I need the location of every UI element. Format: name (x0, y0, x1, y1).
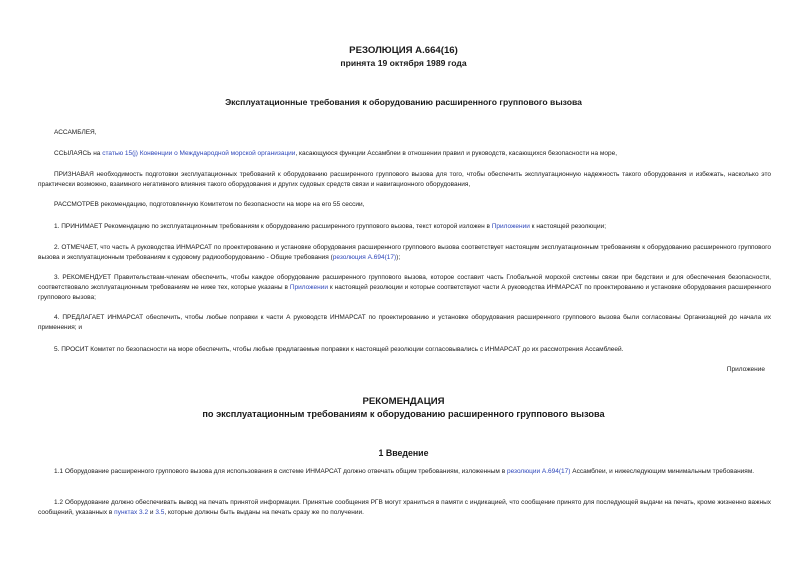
paragraph-4-invites: 4. ПРЕДЛАГАЕТ ИНМАРСАТ обеспечить, чтобы любые поправки к части А руководств ИНМАРСАТ по проектированию и установке оборудования расширенного группового вызова были согласованы Организацией до начала их применения; и (38, 314, 771, 331)
link-paragraph-3-5[interactable]: 3.5 (155, 509, 165, 516)
annex-subtitle: по эксплуатационным требованиям к оборудованию расширенного группового вызова (202, 409, 605, 419)
paragraph-1-adopts: 1. ПРИНИМАЕТ Рекомендацию по эксплуатационным требованиям к оборудованию расширенного группового вызова, текст которой изложен в Приложении к настоящей резолюции; (54, 223, 607, 230)
link-resolution-a694[interactable]: резолюция А.694(17) (332, 254, 397, 261)
paragraph-1-2: 1.2 Оборудование должно обеспечивать вывод на печать принятой информации. Принятые сообщения РГВ могут храниться в памяти с индикацией, что сообщение принято для последующей выдачи на печать, кроме жизненно важных сообщений, указанных в пунктах 3.2 и 3.5, которые должны быть выданы на печать сразу же по получении. (38, 499, 771, 516)
paragraph-3-recommends: 3. РЕКОМЕНДУЕТ Правительствам-членам обеспечить, чтобы каждое оборудование расширенного группового вызова, которое составит часть Глобальной морской системы связи при бедствии и для обеспечения безопасности, соответствовало эксплуатационным требованиям не ниже тех, которые указаны в Приложении к настоящей резолюции и которые соответствуют части А руководства ИНМАРСАТ по проектированию и установке оборудования расширенного группового вызова; (38, 274, 771, 301)
resolution-title: РЕЗОЛЮЦИЯ А.664(16) (349, 45, 458, 56)
link-convention-article[interactable]: статью 15(j) Конвенции о Международной морской организации (102, 150, 296, 157)
paragraph-5-requests: 5. ПРОСИТ Комитет по безопасности на море обеспечить, чтобы любые предлагаемые поправки к настоящей резолюции согласовывались с ИНМАРСАТ до их рассмотрения Ассамблеей. (54, 346, 624, 353)
paragraph-recognizing: ПРИЗНАВАЯ необходимость подготовки эксплуатационных требований к оборудованию расширенного группового вызова для того, чтобы обеспечить эксплуатационную надежность такого оборудования и избежать, насколько это практически возможно, взаимного негативного влияния такого оборудования и других судовых средств связи и навигационного оборудования, (38, 171, 771, 188)
resolution-subject: Эксплуатационные требования к оборудованию расширенного группового вызова (225, 97, 582, 107)
paragraph-2-notes: 2. ОТМЕЧАЕТ, что часть А руководства ИНМАРСАТ по проектированию и установке оборудования расширенного группового вызова соответствует настоящим эксплуатационным требованиям к оборудованию расширенного группового вызова и эксплуатационным требованиям к судовому радиооборудованию - Общие требования (резолюция А.694(17)); (38, 244, 771, 261)
section-1-heading: 1 Введение (378, 448, 429, 458)
paragraph-referring: ССЫЛАЯСЬ на статью 15(j) Конвенции о Международной морской организации, касающуюся функции Ассамблеи в отношении правил и руководств, касающихся безопасности на море, (54, 150, 618, 157)
link-annex[interactable]: Приложении (491, 223, 530, 230)
adoption-date: принята 19 октября 1989 года (340, 58, 467, 68)
assembly-line: АССАМБЛЕЯ, (54, 129, 97, 136)
annex-label: Приложение (726, 366, 765, 373)
paragraph-considering: РАССМОТРЕВ рекомендацию, подготовленную Комитетом по безопасности на море на его 55 сессии, (54, 201, 365, 208)
paragraph-1-1: 1.1 Оборудование расширенного группового вызова для использования в системе ИНМАРСАТ должно отвечать общим требованиям, изложенным в резолюции А.694(17) Ассамблеи, и нижеследующим минимальным требованиям. (54, 468, 755, 475)
link-resolution-a694[interactable]: резолюции А.694(17) (506, 468, 571, 475)
annex-title: РЕКОМЕНДАЦИЯ (362, 396, 445, 407)
link-annex[interactable]: Приложении (289, 284, 328, 291)
link-paragraph-3-2[interactable]: пунктах 3.2 (114, 509, 149, 516)
